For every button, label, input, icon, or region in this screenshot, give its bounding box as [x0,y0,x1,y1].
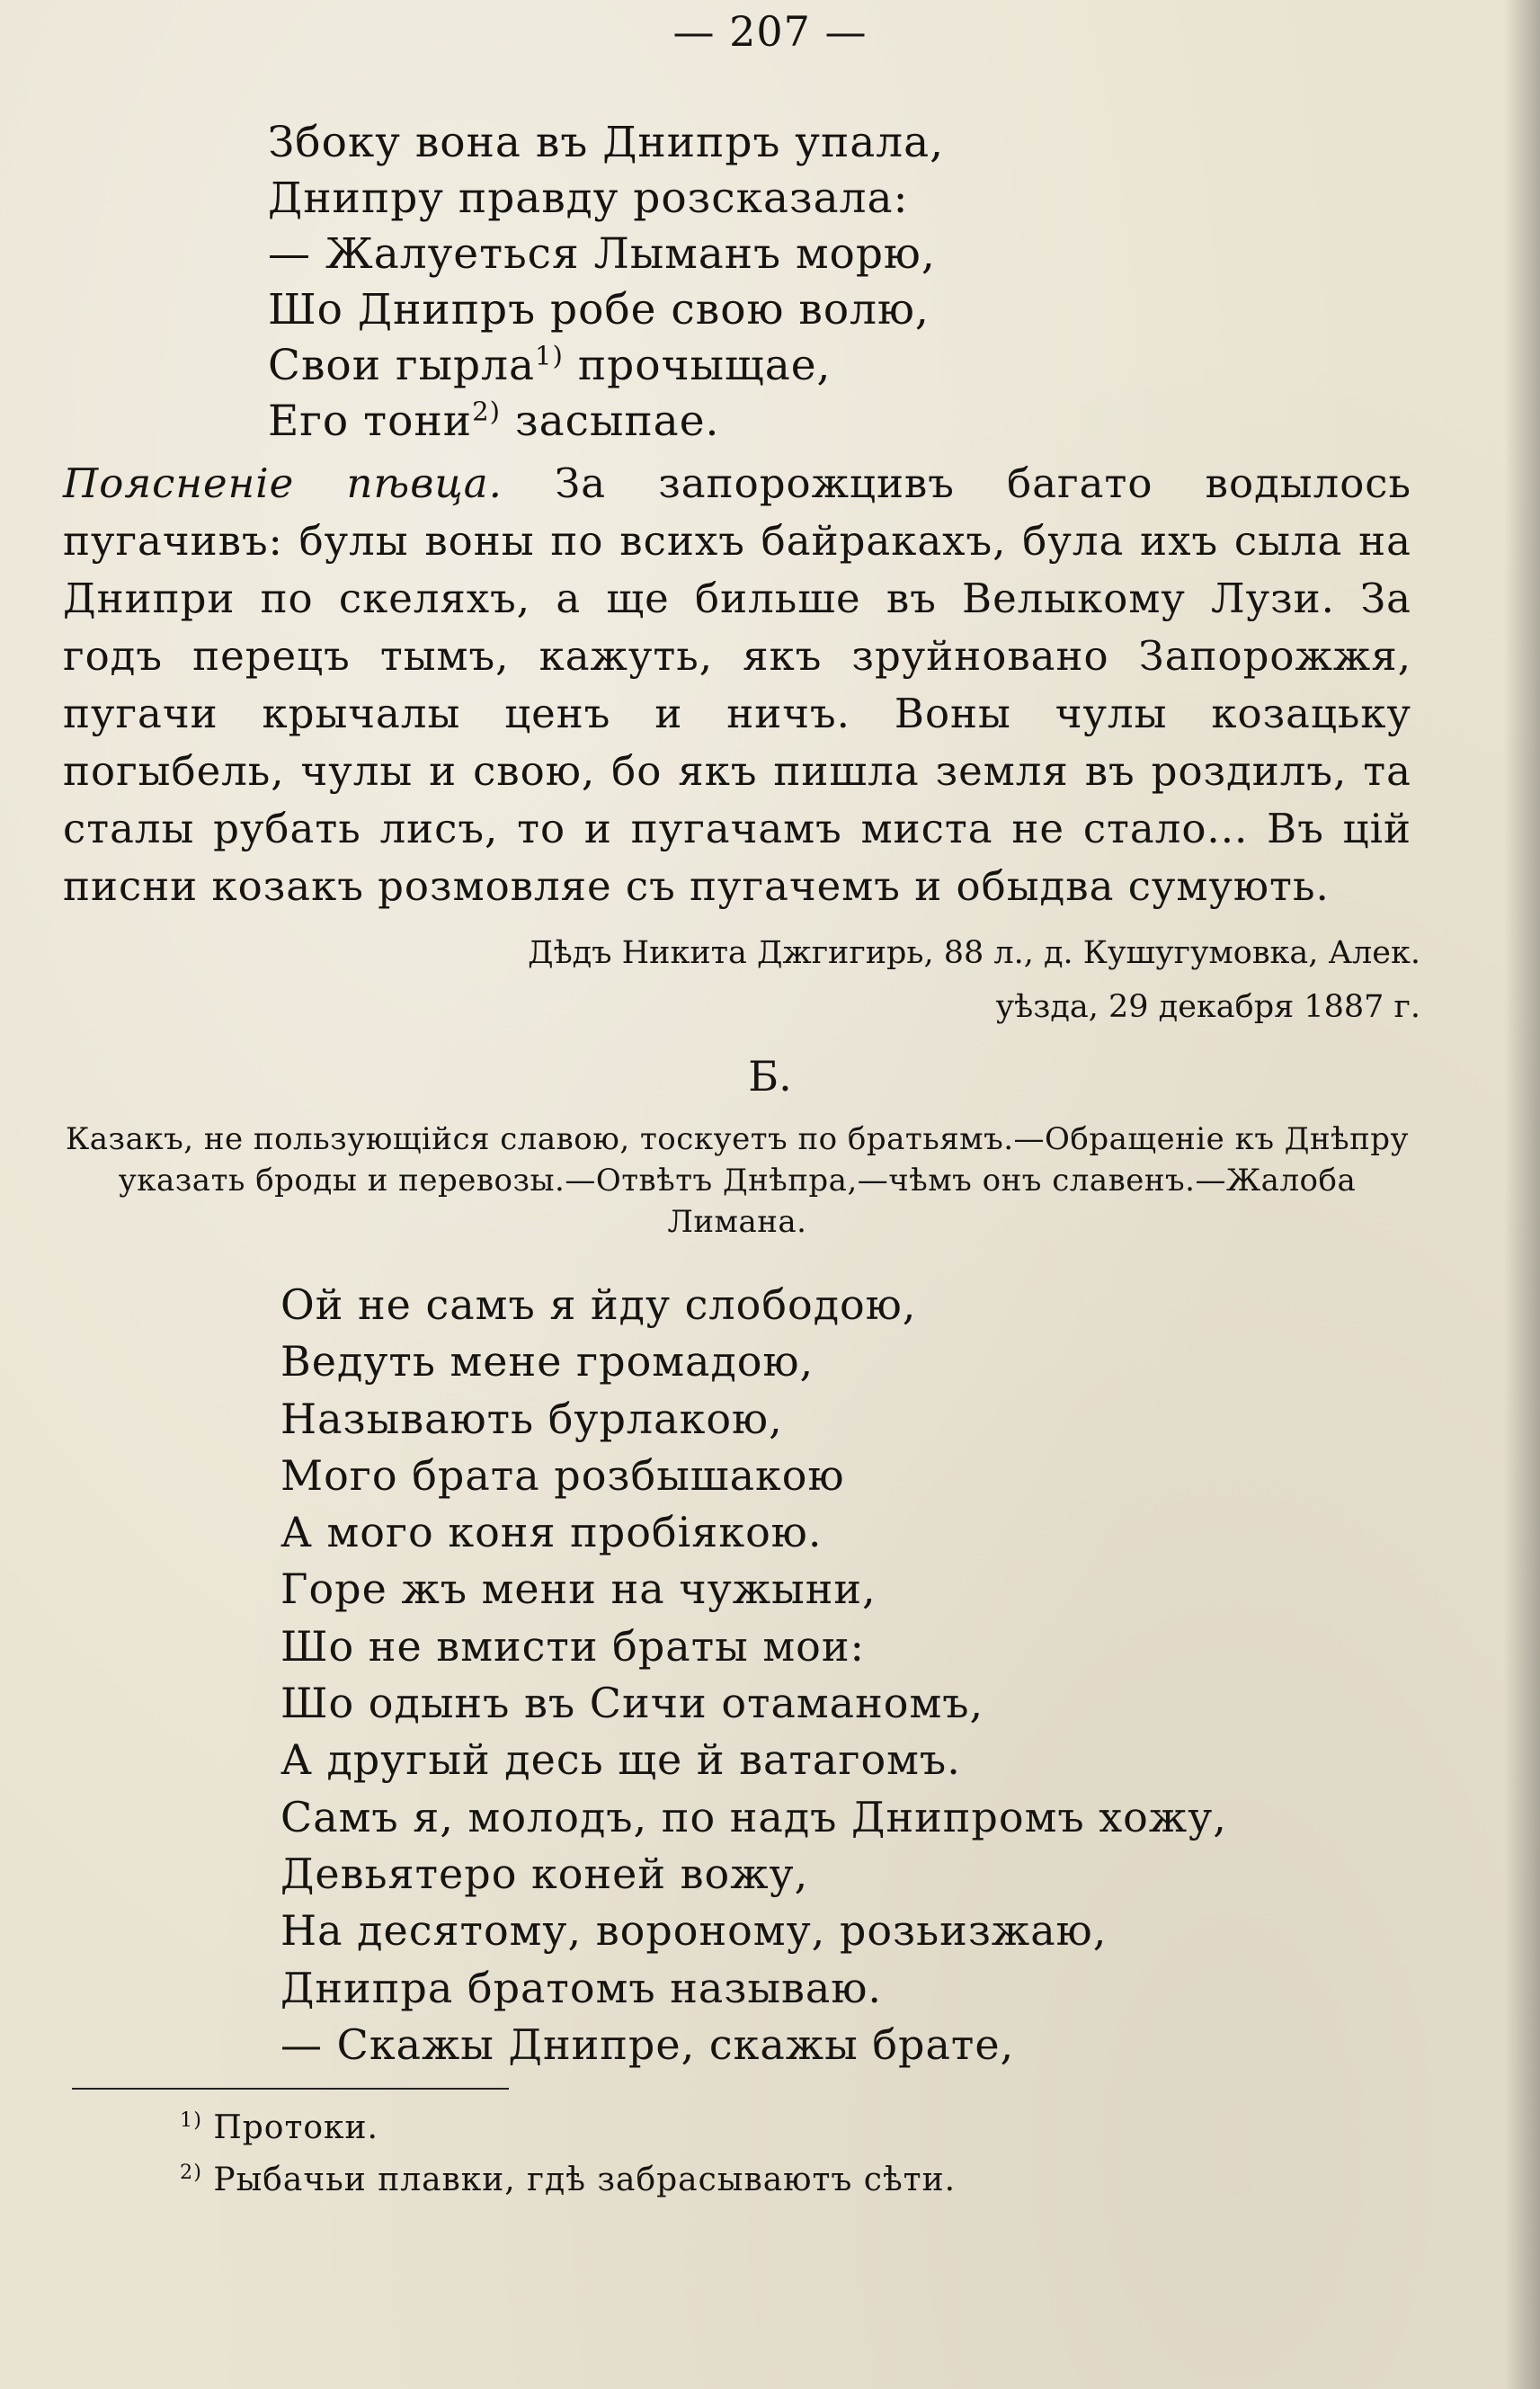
verse-line: Збоку вона въ Днипръ упала, [268,118,945,167]
verse-line: Ведуть мене громадою, [280,1337,815,1386]
footnote-divider [72,2088,509,2090]
verse-line: А другый десь ще й ватагомъ. [280,1735,961,1785]
section-heading: Б. [748,1052,792,1101]
footnote-ref: 2) [472,396,502,427]
singer-explanation [63,455,1411,915]
footnote: $^{1)}$ Протоки. [180,2108,378,2146]
footnotes [180,2102,956,2206]
footnote-marker: 1) [180,2108,202,2132]
verse-line: — Жалуеться Лыманъ морю, [268,229,936,279]
verse-line: А мого коня пробіякою. [280,1508,823,1557]
attribution: Дѣдъ Никита Джгигирь, 88 л., д. Кушугумовка, Алек. уѣзда, 29 декабря 1887 г. [528,935,1420,1025]
verse-line: Шо Днипръ робе свою волю, [268,285,930,334]
footnote: $^{2)}$ Рыбачьи плавки, гдѣ забрасываютъ сѣти. [180,2161,957,2198]
verse-line: Ой не самъ я йду слободою, [280,1280,917,1329]
verse-top [268,115,944,450]
verse-line: Днипру правду розсказала: [268,174,909,223]
verse-main [280,1277,1227,2073]
footnote-marker: 2) [180,2161,202,2184]
explanation-text: За запорожцивъ багато водылось пугачивъ: булы воны по всихъ байракахъ, була ихъ сыла на Днипри по скеляхъ, а ще бильше въ Велыкому Лузи. За годъ перецъ тымъ, кажуть, якъ зруйновано Запорожжя, пугачи крычалы ценъ и ничъ. Воны чулы козацьку погыбель, чулы и свою, бо якъ пишла земля въ роздилъ, та сталы рубать лисъ, то и пугачамъ миста не стало... Въ цій писни козакъ розмовляе съ пугачемъ и обыдва сумують. [63,459,1412,910]
verse-line: Свои гырла$^{1)}$ прочыщае, [268,340,832,390]
verse-line: — Скажы Днипре, скажы брате, [280,2019,1015,2069]
explanation-label: Поясненіе пѣвца. [63,459,503,507]
verse-line: Мого брата розбышакою [280,1450,845,1500]
section-summary: Казакъ, не пользующійся славою, тоскуетъ по братьямъ.—Обращеніе къ Днѣпру указать броды и перевозы.—Отвѣтъ Днѣпра,—чѣмъ онъ славенъ.—Жалоба Лимана. [65,1121,1410,1240]
verse-line: Самъ я, молодъ, по надъ Днипромъ хожу, [280,1792,1227,1841]
verse-line: Называють бурлакою, [280,1394,783,1443]
verse-line: Шо одынъ въ Сичи отаманомъ, [280,1679,984,1728]
verse-line: Горе жъ мени на чужыни, [280,1564,877,1614]
page-number: — 207 — [672,7,868,56]
verse-line: На десятому, вороному, розьизжаю, [280,1906,1108,1956]
verse-line: Шо не вмисти браты мои: [280,1621,866,1671]
footnote-ref: 1) [534,340,564,371]
verse-line: Его тони$^{2)}$ засыпае. [268,396,720,446]
verse-line: Девьятеро коней вожу, [280,1849,809,1898]
verse-line: Днипра братомъ называю. [280,1963,883,2012]
